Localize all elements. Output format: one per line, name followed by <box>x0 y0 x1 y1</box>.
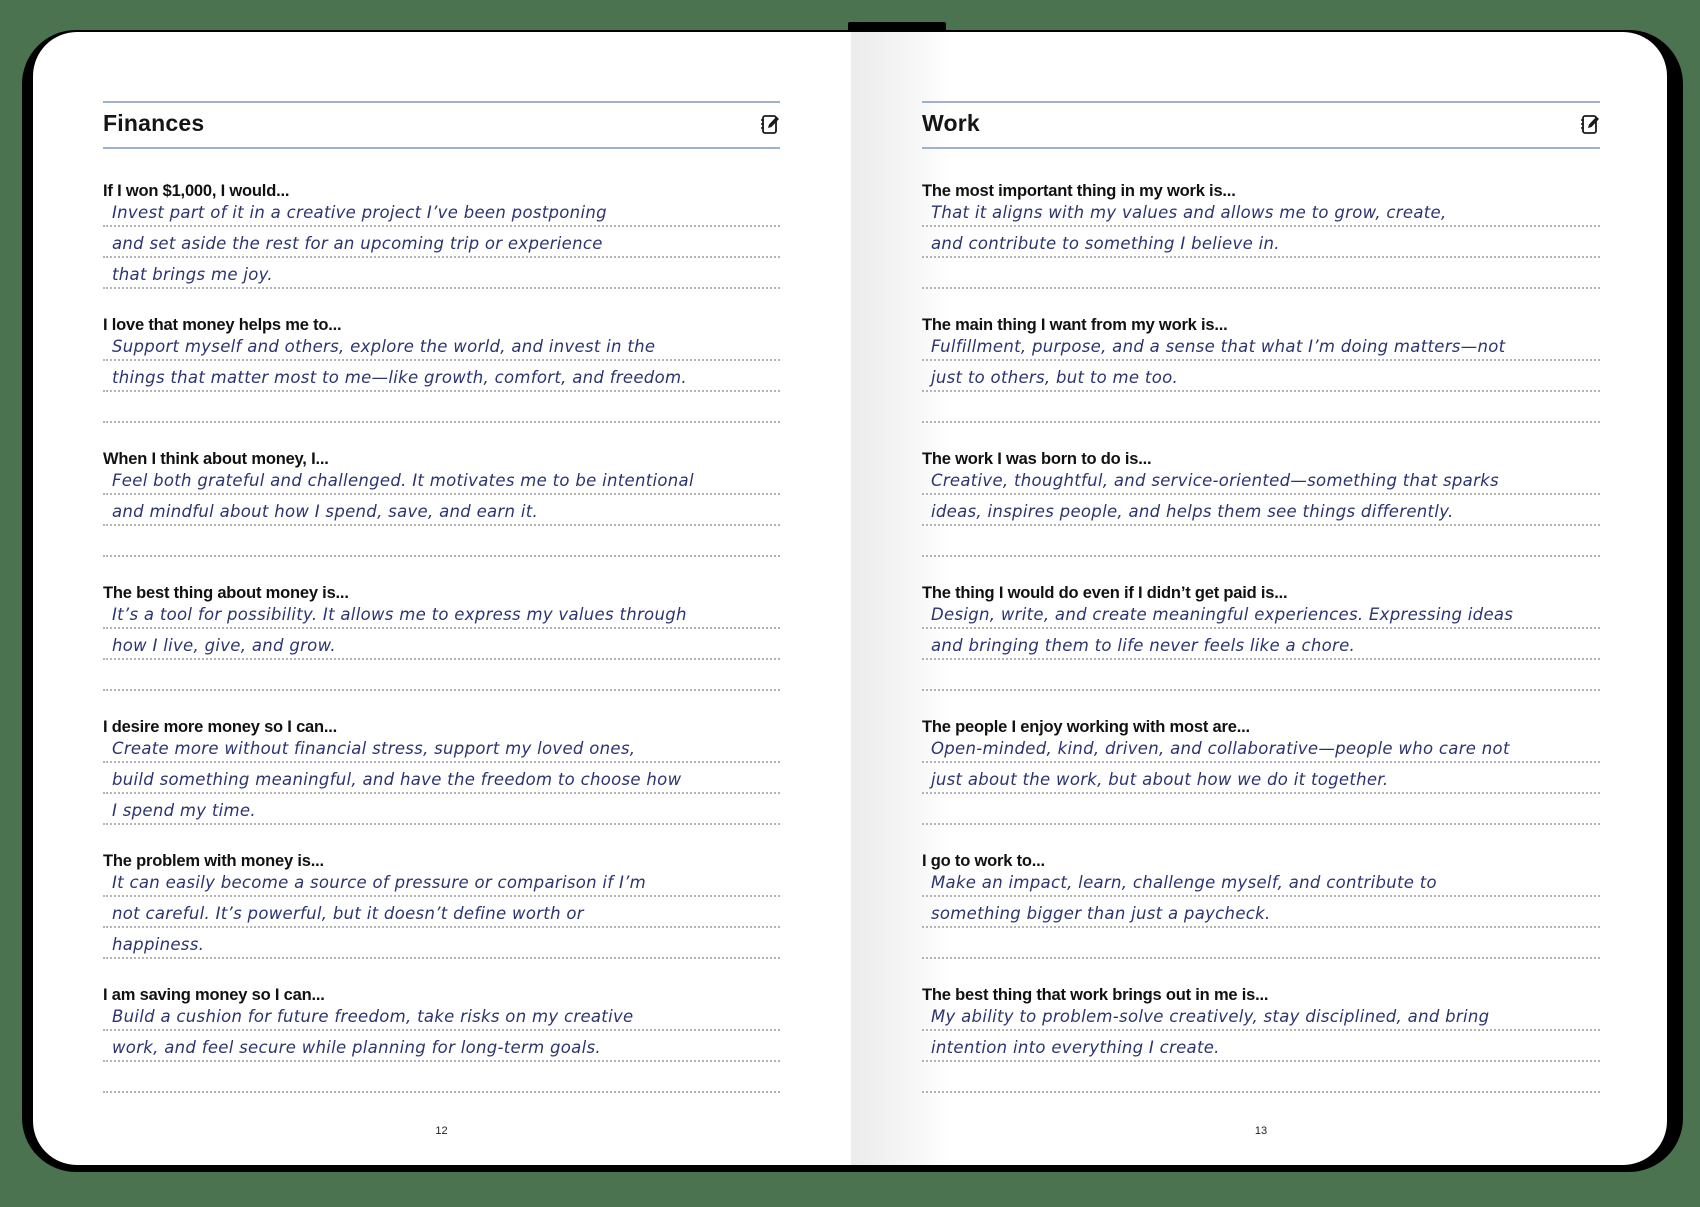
page-finances <box>103 32 780 1165</box>
answer-line[interactable] <box>103 1034 780 1062</box>
answer-text: and contribute to something I believe in. <box>931 234 1280 253</box>
answer-text: and set aside the rest for an upcoming trip or experience <box>112 234 603 253</box>
answer-text: build something meaningful, and have the freedom to choose how <box>112 770 682 789</box>
prompt-section <box>922 182 1600 316</box>
answer-text: and mindful about how I spend, save, and earn it. <box>112 502 539 521</box>
answer-text: Build a cushion for future freedom, take risks on my creative <box>112 1007 634 1026</box>
answer-text: Invest part of it in a creative project I’ve been postponing <box>112 203 607 222</box>
answer-text: something bigger than just a paycheck. <box>931 904 1271 923</box>
prompt-label: I am saving money so I can... <box>103 986 325 1004</box>
answer-line[interactable] <box>922 601 1600 629</box>
answer-line[interactable] <box>103 601 780 629</box>
page-title: Finances <box>103 110 205 136</box>
answer-text: and bringing them to life never feels like a chore. <box>931 636 1356 655</box>
page-number: 12 <box>435 1125 448 1137</box>
answer-line[interactable] <box>922 663 1600 691</box>
answer-line[interactable] <box>922 931 1600 959</box>
prompt-section <box>103 852 780 986</box>
answer-text: My ability to problem-solve creatively, stay disciplined, and bring <box>931 1007 1490 1026</box>
page-header <box>922 101 1600 149</box>
prompt-section <box>922 584 1600 718</box>
answer-line[interactable] <box>103 632 780 660</box>
prompt-label: The best thing about money is... <box>103 584 349 602</box>
prompt-list <box>922 182 1600 1120</box>
prompt-label: The people I enjoy working with most are... <box>922 718 1250 736</box>
answer-line[interactable] <box>922 1003 1600 1031</box>
answer-line[interactable] <box>922 395 1600 423</box>
answer-text: just about the work, but about how we do it together. <box>931 770 1389 789</box>
prompt-label: When I think about money, I... <box>103 450 329 468</box>
prompt-label: I love that money helps me to... <box>103 316 342 334</box>
answer-text: happiness. <box>112 935 205 954</box>
answer-text: Feel both grateful and challenged. It motivates me to be intentional <box>112 471 694 490</box>
prompt-section <box>922 718 1600 852</box>
answer-line[interactable] <box>103 529 780 557</box>
prompt-label: I go to work to... <box>922 852 1045 870</box>
answer-line[interactable] <box>103 1065 780 1093</box>
open-journal <box>33 32 1667 1165</box>
prompt-label: I desire more money so I can... <box>103 718 338 736</box>
prompt-section <box>922 852 1600 986</box>
answer-text: intention into everything I create. <box>931 1038 1220 1057</box>
notebook-pencil-icon[interactable] <box>1580 113 1600 135</box>
answer-line[interactable] <box>103 797 780 825</box>
answer-line[interactable] <box>103 766 780 794</box>
prompt-section <box>103 182 780 316</box>
prompt-section <box>103 584 780 718</box>
answer-line[interactable] <box>922 632 1600 660</box>
prompt-section <box>922 316 1600 450</box>
answer-line[interactable] <box>103 261 780 289</box>
answer-line[interactable] <box>922 364 1600 392</box>
answer-text: Make an impact, learn, challenge myself, and contribute to <box>931 873 1437 892</box>
answer-text: Create more without financial stress, support my loved ones, <box>112 739 636 758</box>
answer-line[interactable] <box>103 199 780 227</box>
answer-line[interactable] <box>922 1065 1600 1093</box>
prompt-label: If I won $1,000, I would... <box>103 182 290 200</box>
prompt-section <box>922 986 1600 1120</box>
prompt-label: The main thing I want from my work is... <box>922 316 1228 334</box>
answer-line[interactable] <box>103 735 780 763</box>
answer-line[interactable] <box>922 261 1600 289</box>
answer-text: I spend my time. <box>112 801 256 820</box>
answer-line[interactable] <box>103 900 780 928</box>
notebook-pencil-icon[interactable] <box>760 113 780 135</box>
answer-line[interactable] <box>103 498 780 526</box>
answer-line[interactable] <box>103 395 780 423</box>
answer-line[interactable] <box>103 364 780 392</box>
answer-line[interactable] <box>922 900 1600 928</box>
prompt-label: The work I was born to do is... <box>922 450 1152 468</box>
answer-line[interactable] <box>103 931 780 959</box>
page-number: 13 <box>1254 1125 1268 1137</box>
answer-line[interactable] <box>922 498 1600 526</box>
answer-text: how I live, give, and grow. <box>112 636 336 655</box>
answer-line[interactable] <box>103 869 780 897</box>
answer-line[interactable] <box>922 199 1600 227</box>
answer-line[interactable] <box>103 230 780 258</box>
answer-text: Design, write, and create meaningful experiences. Expressing ideas <box>931 605 1514 624</box>
prompt-section <box>103 316 780 450</box>
answer-line[interactable] <box>922 333 1600 361</box>
prompt-label: The best thing that work brings out in me is... <box>922 986 1269 1004</box>
answer-text: things that matter most to me—like growth, comfort, and freedom. <box>112 368 687 387</box>
answer-line[interactable] <box>922 467 1600 495</box>
answer-text: Creative, thoughtful, and service-oriented—something that sparks <box>931 471 1499 490</box>
page-title: Work <box>922 110 980 136</box>
answer-line[interactable] <box>922 869 1600 897</box>
prompt-label: The most important thing in my work is... <box>922 182 1236 200</box>
answer-line[interactable] <box>103 1003 780 1031</box>
prompt-label: The problem with money is... <box>103 852 324 870</box>
page-work <box>922 32 1600 1165</box>
answer-line[interactable] <box>922 766 1600 794</box>
answer-text: It can easily become a source of pressure or comparison if I’m <box>112 873 647 892</box>
prompt-section <box>103 986 780 1120</box>
answer-text: just to others, but to me too. <box>931 368 1179 387</box>
answer-text: It’s a tool for possibility. It allows me to express my values through <box>112 605 687 624</box>
answer-text: that brings me joy. <box>112 265 273 284</box>
answer-line[interactable] <box>922 529 1600 557</box>
answer-text: work, and feel secure while planning for long-term goals. <box>112 1038 601 1057</box>
answer-line[interactable] <box>922 1034 1600 1062</box>
prompt-list <box>103 182 780 1120</box>
answer-text: ideas, inspires people, and helps them see things differently. <box>931 502 1454 521</box>
answer-text: Fulfillment, purpose, and a sense that what I’m doing matters—not <box>931 337 1506 356</box>
answer-line[interactable] <box>103 467 780 495</box>
page-header <box>103 101 780 149</box>
book-spine-cap <box>848 22 946 32</box>
answer-line[interactable] <box>922 230 1600 258</box>
prompt-section <box>103 450 780 584</box>
answer-text: Support myself and others, explore the world, and invest in the <box>112 337 656 356</box>
answer-text: Open-minded, kind, driven, and collaborative—people who care not <box>931 739 1510 758</box>
prompt-section <box>103 718 780 852</box>
answer-text: not careful. It’s powerful, but it doesn’t define worth or <box>112 904 584 923</box>
answer-line[interactable] <box>922 797 1600 825</box>
answer-text: That it aligns with my values and allows me to grow, create, <box>931 203 1447 222</box>
answer-line[interactable] <box>922 735 1600 763</box>
prompt-section <box>922 450 1600 584</box>
prompt-label: The thing I would do even if I didn’t get paid is... <box>922 584 1288 602</box>
answer-line[interactable] <box>103 333 780 361</box>
answer-line[interactable] <box>103 663 780 691</box>
